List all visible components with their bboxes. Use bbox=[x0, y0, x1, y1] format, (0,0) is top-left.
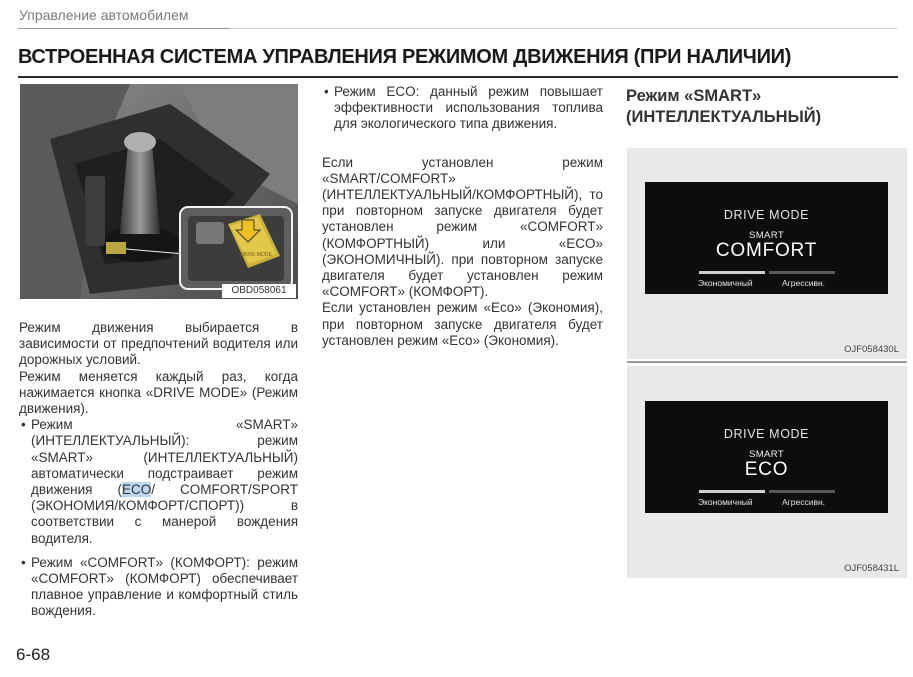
aggressive-label: Агрессивн. bbox=[782, 278, 826, 288]
photo-caption: OBD058061 bbox=[222, 284, 296, 298]
paragraph: Если установлен режим «SMART/COMFORT» (ИНТЕЛЛЕКТУАЛЬНЫЙ/КОМФОРТНЫЙ), то при повторном запуске двигателя будет установлен режим «COMFORT» (КОМФОРТНЫЙ) или «ECO» (ЭКОНОМИЧНЫЙ). при повторном запуске двигателя будет установлен режим «COMFORT» (КОМФОРТ). bbox=[322, 154, 603, 300]
bullet-text: / COMFORT/SPORT (ЭКОНОМИЯ/КОМФОРТ/СПОРТ)) в соответствии с манерой вождения водителя. bbox=[31, 482, 298, 546]
figure-caption: OJF058430L bbox=[844, 344, 899, 355]
eco-label: Экономичный bbox=[698, 497, 753, 507]
screen-title: DRIVE MODE bbox=[723, 427, 810, 441]
heading-line: (ИНТЕЛЛЕКТУАЛЬНЫЙ) bbox=[626, 108, 822, 126]
aggressive-bar bbox=[769, 271, 835, 274]
paragraph: Режим движения выбирается в зависимости от предпочтений водителя или дорожных условий. bbox=[19, 320, 298, 368]
text-column-1 bbox=[19, 320, 298, 620]
smart-mode-heading bbox=[626, 86, 821, 128]
cluster-screen bbox=[645, 182, 888, 294]
screen-mode: COMFORT bbox=[715, 240, 818, 261]
console-photo bbox=[20, 84, 298, 299]
text-column-2 bbox=[322, 84, 603, 349]
paragraph: Если установлен режим «Eco» (Экономия), при повторном запуске двигателя будет установлен режим «Eco» (Экономия). bbox=[322, 300, 603, 348]
title-divider bbox=[18, 76, 898, 78]
paragraph: Режим меняется каждый раз, когда нажимается кнопка «DRIVE MODE» (Режим движения). bbox=[19, 368, 298, 417]
console-illustration bbox=[20, 84, 298, 299]
aggressive-bar bbox=[769, 490, 835, 493]
drive-mode-button-label: DRIVE MODE bbox=[240, 252, 272, 258]
list-item-comfort: • Режим «COMFORT» (КОМФОРТ): режим «COMFORT» (КОМФОРТ) обеспечивает плавное управление и комфортный стиль вождения. bbox=[19, 555, 298, 620]
figure-divider bbox=[627, 361, 907, 363]
screen-title: DRIVE MODE bbox=[723, 208, 810, 222]
display-figure-eco bbox=[627, 366, 907, 578]
header-divider bbox=[18, 28, 230, 29]
aggressive-label: Агрессивн. bbox=[782, 497, 826, 507]
screen-subtitle: SMART bbox=[748, 449, 785, 460]
bullet-text: Режим «SMART» (ИНТЕЛЛЕКТУАЛЬНЫЙ): режим «SMART» (ИНТЕЛЛЕКТУАЛЬНЫЙ) автоматически подстраивает режим движения ( bbox=[31, 417, 298, 498]
eco-label: Экономичный bbox=[698, 278, 753, 288]
screen-subtitle: SMART bbox=[748, 230, 785, 241]
eco-bar bbox=[699, 490, 765, 493]
list-item-smart bbox=[19, 417, 298, 547]
list-item-eco: • Режим ECO: данный режим повышает эффективности использования топлива для экологического типа движения. bbox=[322, 84, 603, 133]
eco-bar bbox=[699, 271, 765, 274]
page-number: 6-68 bbox=[16, 645, 51, 664]
cluster-screen bbox=[645, 401, 888, 513]
figure-caption: OJF058431L bbox=[844, 563, 899, 574]
page-title: ВСТРОЕННАЯ СИСТЕМА УПРАВЛЕНИЯ РЕЖИМОМ ДВИЖЕНИЯ (ПРИ НАЛИЧИИ) bbox=[18, 46, 792, 68]
section-header: Управление автомобилем bbox=[19, 7, 189, 23]
heading-line: Режим «SMART» bbox=[626, 87, 762, 105]
display-figure-comfort bbox=[627, 148, 907, 359]
highlighted-text: ECO bbox=[121, 482, 152, 498]
screen-mode: ECO bbox=[744, 459, 789, 480]
